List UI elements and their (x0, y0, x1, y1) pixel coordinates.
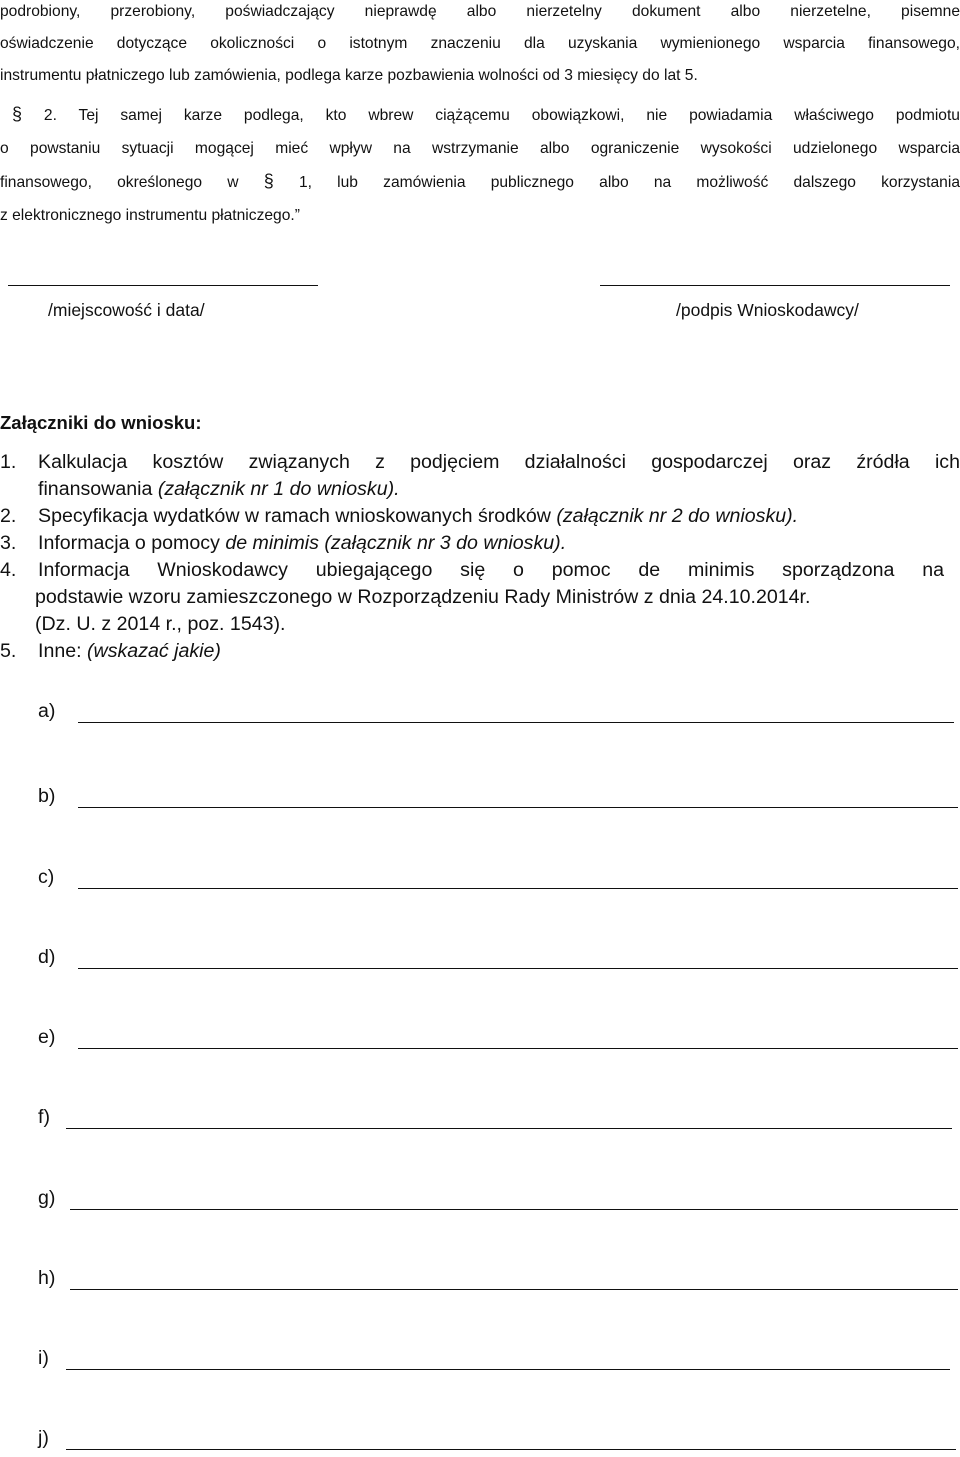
other-attachment-row (0, 866, 960, 896)
other-attachment-row (0, 785, 960, 815)
other-attachment-label: f) (38, 1106, 50, 1128)
attachment-4-line-1: Informacja Wnioskodawcy ubiegającego się o pomoc de minimis sporządzona na (38, 559, 944, 581)
attachment-2-line (38, 503, 960, 530)
section-symbol-inline: § (263, 171, 274, 191)
other-attachment-line[interactable] (78, 968, 958, 969)
other-attachment-line[interactable] (78, 1048, 958, 1049)
attachment-1-line-1: Kalkulacja kosztów związanych z podjęciem działalności gospodarczej oraz źródła ich (38, 451, 960, 473)
other-attachment-line[interactable] (66, 1369, 950, 1370)
other-attachment-line[interactable] (70, 1209, 958, 1210)
attachment-3-note: de minimis (załącznik nr 3 do wniosku). (225, 532, 567, 554)
paragraph-2-line-2: o powstaniu sytuacji mogącej mieć wpływ na wstrzymanie albo ograniczenie wysokości udzielonego wsparcia (0, 140, 960, 157)
attachment-5-line (38, 638, 960, 665)
attachment-number: 4. (0, 559, 17, 581)
section-symbol: § (12, 104, 23, 124)
other-attachment-line[interactable] (78, 888, 958, 889)
other-attachment-line[interactable] (70, 1289, 958, 1290)
paragraph-2-line-3-after: 1, lub zamówienia publicznego albo na możliwość dalszego korzystania (298, 174, 960, 191)
other-attachment-row (0, 1187, 960, 1217)
attachment-3-line (38, 530, 960, 557)
attachment-4-line-2: podstawie wzoru zamieszczonego w Rozporządzeniu Rady Ministrów z dnia 24.10.2014r. (35, 586, 811, 608)
other-attachment-row (0, 1427, 960, 1457)
attachment-item-1 (0, 449, 960, 503)
paragraph-2-line-1 (0, 98, 960, 132)
intro-line-2: oświadczenie dotyczące okoliczności o istotnym znaczeniu dla uzyskania wymienionego wsparcia finansowego, (0, 35, 960, 52)
other-attachment-line[interactable] (78, 722, 954, 723)
paragraph-2 (0, 98, 960, 232)
other-attachment-row (0, 1267, 960, 1297)
attachment-number: 5. (0, 640, 17, 662)
other-attachment-line[interactable] (78, 807, 958, 808)
other-attachment-label: i) (38, 1347, 49, 1369)
other-attachment-label: c) (38, 866, 55, 888)
other-attachment-row (0, 1347, 960, 1377)
intro-line-1: podrobiony, przerobiony, poświadczający nieprawdę albo nierzetelny dokument albo nierzetelne, pisemne (0, 3, 960, 20)
other-attachment-label: g) (38, 1187, 56, 1209)
other-attachment-row (0, 1026, 960, 1056)
attachment-5-text: Inne: (38, 640, 88, 662)
place-date-line[interactable] (8, 285, 318, 286)
attachment-item-2 (0, 503, 960, 530)
attachment-3-text: Informacja o pomocy (38, 532, 226, 554)
other-attachment-label: e) (38, 1026, 56, 1048)
attachment-5-note: (wskazać jakie) (87, 640, 221, 662)
attachment-number: 1. (0, 451, 17, 473)
intro-line-3: instrumentu płatniczego lub zamówienia, podlega karze pozbawienia wolności od 3 miesięcy do lat 5. (0, 67, 698, 84)
attachment-1-note: (załącznik nr 1 do wniosku). (157, 478, 400, 500)
attachment-4-line-3: (Dz. U. z 2014 r., poz. 1543). (35, 613, 286, 635)
other-attachment-label: a) (38, 700, 56, 722)
attachment-item-4 (0, 557, 960, 638)
paragraph-2-line-3 (0, 165, 960, 199)
other-attachment-label: d) (38, 946, 56, 968)
other-attachment-line[interactable] (66, 1449, 956, 1450)
paragraph-2-line-1-text: 2. Tej samej karze podlega, kto wbrew ciążącemu obowiązkowi, nie powiadamia właściwego podmiotu (43, 107, 960, 124)
other-attachment-label: j) (38, 1427, 49, 1449)
attachment-number: 2. (0, 505, 17, 527)
attachment-item-5 (0, 638, 960, 665)
other-attachment-line[interactable] (66, 1128, 952, 1129)
attachment-2-note: (załącznik nr 2 do wniosku). (556, 505, 799, 527)
signature-line[interactable] (600, 285, 950, 286)
place-date-label: /miejscowość i data/ (48, 300, 205, 320)
attachments-list (0, 449, 960, 665)
intro-paragraph (0, 0, 960, 92)
other-attachment-label: b) (38, 785, 56, 807)
paragraph-2-line-3-before: finansowego, określonego w (0, 174, 239, 191)
attachment-1-line-2 (38, 476, 960, 503)
other-attachment-row (0, 946, 960, 976)
attachment-number: 3. (0, 532, 17, 554)
other-attachment-label: h) (38, 1267, 56, 1289)
attachment-2-text: Specyfikacja wydatków w ramach wnioskowanych środków (38, 505, 557, 527)
attachment-item-3 (0, 530, 960, 557)
attachments-heading: Załączniki do wniosku: (0, 412, 202, 433)
attachment-1-text: finansowania (38, 478, 158, 500)
other-attachment-row (0, 700, 960, 730)
signature-label: /podpis Wnioskodawcy/ (676, 300, 859, 320)
other-attachment-row (0, 1106, 960, 1136)
paragraph-2-line-4: z elektronicznego instrumentu płatniczego.” (0, 207, 300, 224)
